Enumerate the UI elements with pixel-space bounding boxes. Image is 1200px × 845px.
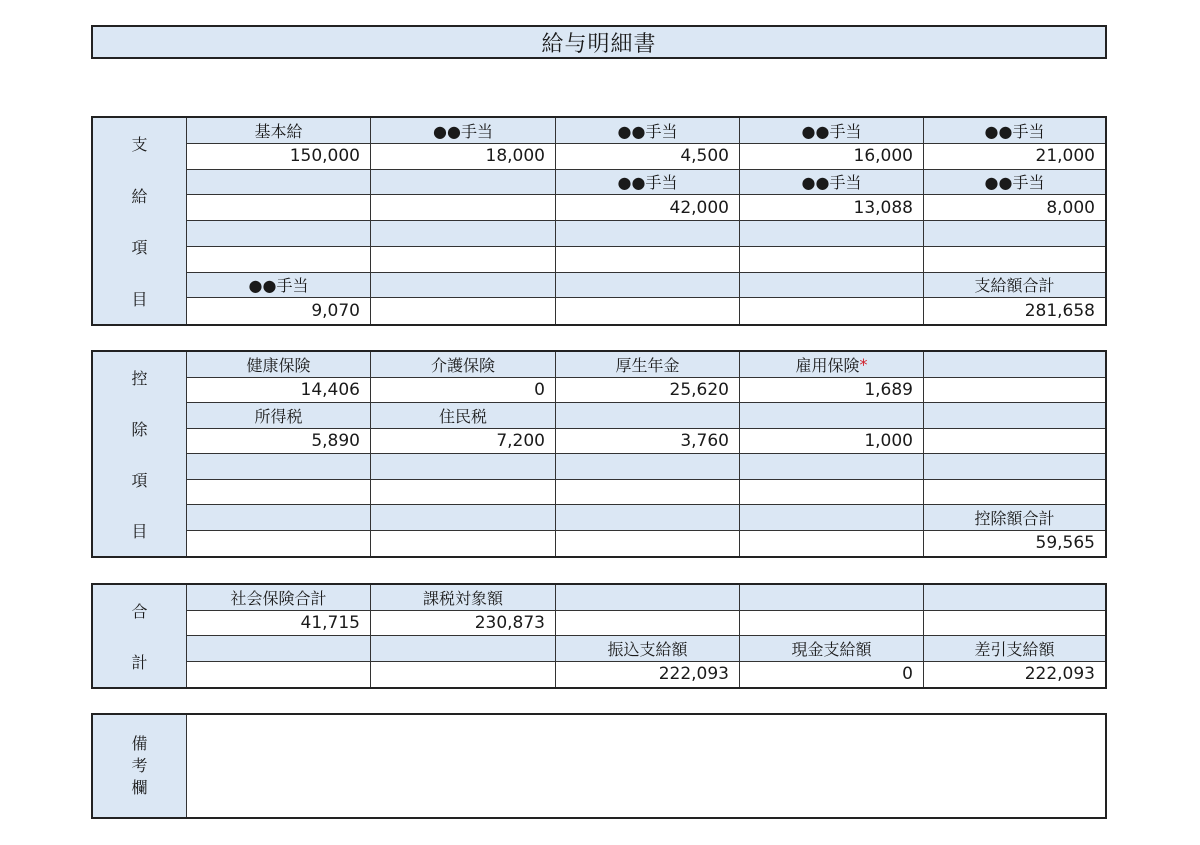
item-value-cell xyxy=(187,480,371,506)
item-value: 8,000 xyxy=(1046,197,1095,218)
item-label: 社会保険合計 xyxy=(230,588,327,608)
item-label-cell xyxy=(556,454,740,480)
item-value-cell xyxy=(740,611,924,637)
item-value-cell xyxy=(371,611,556,637)
item-value: 281,658 xyxy=(1024,301,1095,322)
item-label-cell xyxy=(556,505,740,531)
item-label-cell xyxy=(556,636,740,662)
item-value-cell xyxy=(740,429,924,455)
payments-side-label xyxy=(93,118,187,324)
item-value-cell xyxy=(924,662,1105,688)
item-value-cell xyxy=(187,298,371,324)
totals-section xyxy=(91,583,1107,689)
side-char: 計 xyxy=(131,653,148,672)
side-char: 備 xyxy=(131,734,148,753)
item-label-cell xyxy=(371,118,556,144)
item-label-cell xyxy=(556,585,740,611)
item-label-cell xyxy=(924,454,1105,480)
side-char: 欄 xyxy=(131,778,148,797)
item-value-cell xyxy=(371,298,556,324)
item-value-cell xyxy=(556,247,740,273)
item-label-cell xyxy=(740,118,924,144)
item-label-cell xyxy=(740,221,924,247)
item-value-cell xyxy=(740,144,924,170)
item-value-cell xyxy=(371,247,556,273)
side-char: 目 xyxy=(131,289,148,309)
side-char: 合 xyxy=(131,602,148,621)
item-value-cell xyxy=(556,144,740,170)
item-value-cell xyxy=(371,144,556,170)
item-label-cell xyxy=(924,118,1105,144)
item-label: ●●手当 xyxy=(617,173,678,193)
item-value-cell xyxy=(924,480,1105,506)
item-label-cell xyxy=(556,403,740,429)
item-label-cell xyxy=(924,505,1105,531)
item-value-cell xyxy=(556,378,740,404)
item-label-cell xyxy=(740,454,924,480)
item-value-cell xyxy=(556,195,740,221)
item-value-cell xyxy=(187,378,371,404)
item-label-cell xyxy=(371,585,556,611)
item-value-cell xyxy=(740,247,924,273)
item-label-cell xyxy=(740,352,924,378)
item-value: 1,689 xyxy=(864,379,913,400)
item-label: 差引支給額 xyxy=(974,639,1055,659)
item-label-cell xyxy=(740,273,924,299)
item-value: 150,000 xyxy=(289,146,360,167)
deductions-side-label xyxy=(93,352,187,556)
side-char: 目 xyxy=(131,522,148,541)
item-value: 0 xyxy=(902,664,913,685)
item-value-cell xyxy=(740,195,924,221)
item-value-cell xyxy=(371,531,556,557)
item-label: 所得税 xyxy=(254,406,303,426)
item-label: ●●手当 xyxy=(801,121,862,141)
deductions-grid xyxy=(187,352,1105,556)
required-mark: * xyxy=(859,354,868,374)
side-char: 支 xyxy=(131,135,148,155)
item-value-cell xyxy=(187,662,371,688)
item-label-cell xyxy=(371,403,556,429)
payments-grid xyxy=(187,118,1105,324)
item-label-cell xyxy=(187,585,371,611)
remarks-side-label xyxy=(93,715,187,817)
item-label: 控除額合計 xyxy=(974,508,1055,528)
item-label-cell xyxy=(371,352,556,378)
item-label-cell xyxy=(924,273,1105,299)
item-value-cell xyxy=(187,531,371,557)
item-value: 14,406 xyxy=(300,379,360,400)
item-value-cell xyxy=(556,662,740,688)
side-char: 控 xyxy=(131,369,148,388)
item-label: ●●手当 xyxy=(801,173,862,193)
item-value: 0 xyxy=(534,379,545,400)
item-label-cell xyxy=(556,221,740,247)
item-value-cell xyxy=(556,611,740,637)
item-label: 課税対象額 xyxy=(422,588,503,608)
remarks-content xyxy=(187,715,1105,817)
item-value: 5,890 xyxy=(311,430,360,451)
item-value-cell xyxy=(924,378,1105,404)
item-label-cell xyxy=(371,454,556,480)
item-label-cell xyxy=(187,454,371,480)
item-label-cell xyxy=(740,585,924,611)
item-value-cell xyxy=(740,662,924,688)
item-label-cell xyxy=(187,170,371,196)
item-label-cell xyxy=(924,170,1105,196)
item-label: 介護保険 xyxy=(430,355,495,375)
item-label-cell xyxy=(924,636,1105,662)
item-value: 16,000 xyxy=(853,146,913,167)
item-value: 230,873 xyxy=(474,612,545,633)
item-value-cell xyxy=(924,531,1105,557)
item-value-cell xyxy=(924,611,1105,637)
item-label-cell xyxy=(556,170,740,196)
item-value: 18,000 xyxy=(485,146,545,167)
item-value-cell xyxy=(556,298,740,324)
item-label-cell xyxy=(924,352,1105,378)
item-label: 厚生年金 xyxy=(615,355,680,375)
payments-section xyxy=(91,116,1107,326)
item-value: 9,070 xyxy=(311,301,360,322)
item-value-cell xyxy=(556,480,740,506)
item-value: 1,000 xyxy=(864,430,913,451)
item-value-cell xyxy=(924,144,1105,170)
item-label: 振込支給額 xyxy=(607,639,688,659)
item-label: ●●手当 xyxy=(984,121,1045,141)
item-label: ●●手当 xyxy=(248,276,309,296)
item-label: 支給額合計 xyxy=(974,276,1055,296)
item-value-cell xyxy=(371,429,556,455)
item-label-cell xyxy=(371,170,556,196)
item-label-cell xyxy=(924,403,1105,429)
item-label-cell xyxy=(187,505,371,531)
item-label-cell xyxy=(187,221,371,247)
item-value-cell xyxy=(740,480,924,506)
item-label-cell xyxy=(371,221,556,247)
item-value-cell xyxy=(740,531,924,557)
item-label-cell xyxy=(556,352,740,378)
item-value: 7,200 xyxy=(496,430,545,451)
document-title: 給与明細書 xyxy=(91,25,1107,59)
item-label: 雇用保険 xyxy=(795,355,860,375)
item-value: 25,620 xyxy=(669,379,729,400)
item-label: 住民税 xyxy=(438,406,487,426)
item-value-cell xyxy=(371,378,556,404)
item-value-cell xyxy=(740,298,924,324)
item-value-cell xyxy=(187,247,371,273)
item-label-cell xyxy=(187,352,371,378)
item-value-cell xyxy=(371,662,556,688)
item-value-cell xyxy=(740,378,924,404)
item-value: 21,000 xyxy=(1035,146,1095,167)
item-label-cell xyxy=(187,273,371,299)
item-label: ●●手当 xyxy=(433,121,493,141)
item-value-cell xyxy=(924,195,1105,221)
item-value-cell xyxy=(187,429,371,455)
totals-side-label xyxy=(93,585,187,687)
item-label: ●●手当 xyxy=(617,121,678,141)
item-value: 222,093 xyxy=(1024,664,1095,685)
item-value-cell xyxy=(371,480,556,506)
side-char: 給 xyxy=(131,186,148,206)
deductions-section xyxy=(91,350,1107,558)
item-label-cell xyxy=(371,636,556,662)
item-label: ●●手当 xyxy=(984,173,1045,193)
item-label-cell xyxy=(740,403,924,429)
item-value: 222,093 xyxy=(658,664,729,685)
item-value-cell xyxy=(924,429,1105,455)
item-value: 13,088 xyxy=(853,197,913,218)
item-label-cell xyxy=(740,636,924,662)
item-value-cell xyxy=(556,429,740,455)
item-label: 基本給 xyxy=(254,121,303,141)
item-label: 現金支給額 xyxy=(791,639,872,659)
side-char: 考 xyxy=(131,756,148,775)
item-value-cell xyxy=(924,298,1105,324)
item-label-cell xyxy=(187,118,371,144)
item-value: 4,500 xyxy=(680,146,729,167)
item-label-cell xyxy=(924,221,1105,247)
item-label-cell xyxy=(187,636,371,662)
item-value-cell xyxy=(187,195,371,221)
item-label-cell xyxy=(556,273,740,299)
remarks-section xyxy=(91,713,1107,819)
item-label-cell xyxy=(924,585,1105,611)
item-value-cell xyxy=(187,611,371,637)
item-label-cell xyxy=(740,505,924,531)
item-value-cell xyxy=(371,195,556,221)
item-label-cell xyxy=(371,273,556,299)
item-value: 3,760 xyxy=(680,430,729,451)
item-label-cell xyxy=(187,403,371,429)
item-label-cell xyxy=(556,118,740,144)
item-value-cell xyxy=(924,247,1105,273)
item-value-cell xyxy=(187,144,371,170)
item-label: 健康保険 xyxy=(246,355,311,375)
side-char: 項 xyxy=(131,471,148,490)
item-value: 42,000 xyxy=(669,197,729,218)
side-char: 項 xyxy=(131,238,148,258)
side-char: 除 xyxy=(131,420,148,439)
item-label-cell xyxy=(371,505,556,531)
item-label-cell xyxy=(740,170,924,196)
item-value-cell xyxy=(556,531,740,557)
item-value: 41,715 xyxy=(300,612,360,633)
item-value: 59,565 xyxy=(1035,533,1095,554)
totals-grid xyxy=(187,585,1105,687)
